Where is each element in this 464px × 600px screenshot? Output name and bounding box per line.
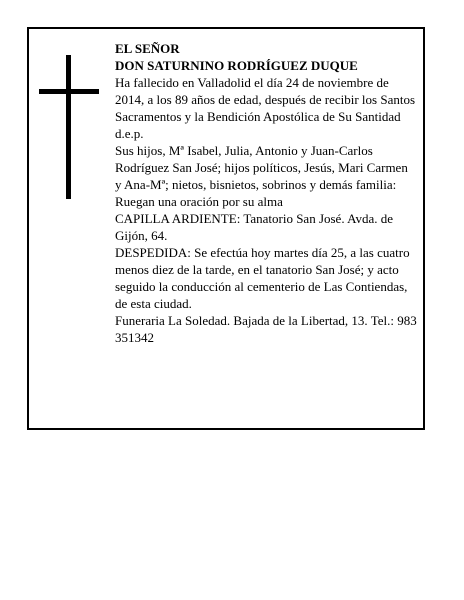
death-announcement: Ha fallecido en Valladolid el día 24 de noviembre de 2014, a los 89 años de edad, después de recibir los Santos Sacramentos y la Bendición Apostólica de Su Santidad xyxy=(115,75,416,124)
funeral-chapel: CAPILLA ARDIENTE: Tanatorio San José. Avda. de Gijón, 64. xyxy=(115,211,394,243)
obituary-text xyxy=(115,40,417,346)
deceased-name: DON SATURNINO RODRÍGUEZ DUQUE xyxy=(115,58,358,73)
family-list: Sus hijos, Mª Isabel, Julia, Antonio y Juan-Carlos Rodríguez San José; hijos políticos, Jesús, Mari Carmen y Ana-Mª; nietos, bisnietos, sobrinos y demás familia: xyxy=(115,143,408,192)
funeral-home-contact: Funeraria La Soledad. Bajada de la Libertad, 13. Tel.: 983 351342 xyxy=(115,313,417,345)
honorific-title: EL SEÑOR xyxy=(115,41,180,56)
cross-icon xyxy=(39,55,99,199)
farewell-service: DESPEDIDA: Se efectúa hoy martes día 25, a las cuatro menos diez de la tarde, en el tanatorio San José; y acto seguido la conducción al cementerio de Las Contiendas, de esta ciudad. xyxy=(115,245,410,311)
rest-in-peace: d.e.p. xyxy=(115,126,144,141)
obituary-notice xyxy=(27,27,425,430)
cross-horizontal-bar xyxy=(39,89,99,94)
prayer-request: Ruegan una oración por su alma xyxy=(115,194,283,209)
cross-vertical-bar xyxy=(66,55,71,199)
